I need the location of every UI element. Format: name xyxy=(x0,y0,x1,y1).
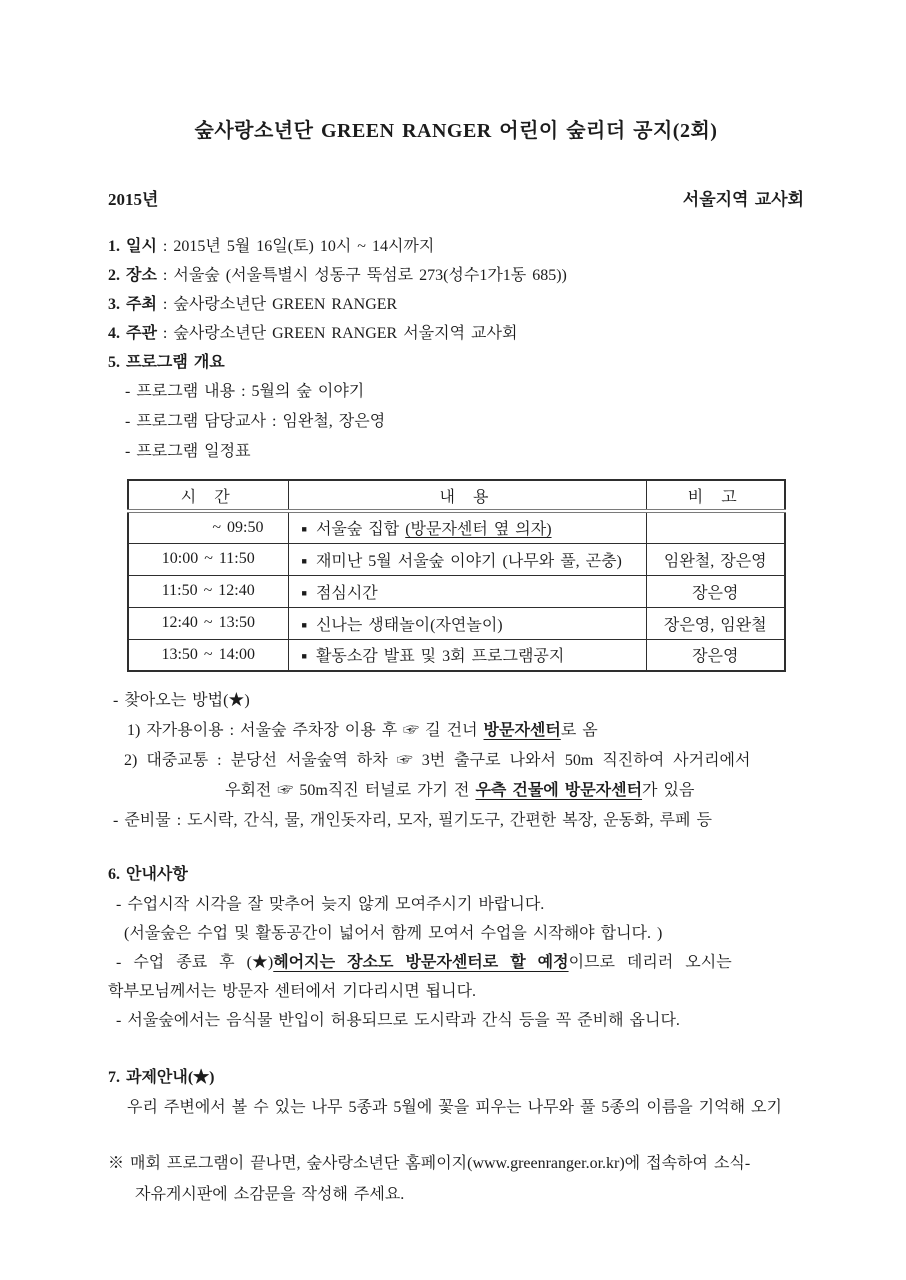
table-header-row xyxy=(128,480,785,511)
table-row xyxy=(128,511,785,543)
cell-note: 장은영 xyxy=(646,639,785,671)
footer-line-2: 자유게시판에 소감문을 작성해 주세요. xyxy=(135,1186,405,1203)
list-item-place xyxy=(108,261,804,290)
table-header-time: 시 간 xyxy=(128,480,288,511)
cell-content xyxy=(288,575,646,607)
list-item-label: 3. 주최 xyxy=(108,296,157,313)
homework-line: 우리 주변에서 볼 수 있는 나무 5종과 5월에 꽃을 피우는 나무와 풀 5종의 이름을 기억해 오기 xyxy=(127,1099,782,1116)
program-content-line: - 프로그램 내용 : 5월의 숲 이야기 xyxy=(125,383,365,400)
way1-suffix: 로 옴 xyxy=(560,722,598,739)
list-item-label: 1. 일시 xyxy=(108,238,157,255)
cell-time: ~ 09:50 xyxy=(128,511,288,543)
directions-way1 xyxy=(127,716,804,746)
cell-content-text: 신나는 생태놀이(자연놀이) xyxy=(315,616,503,634)
cell-content-text: 점심시간 xyxy=(315,584,378,602)
schedule-table-wrapper xyxy=(127,479,804,672)
cell-content xyxy=(288,543,646,575)
cell-note: 임완철, 장은영 xyxy=(646,543,785,575)
notice-heading: 6. 안내사항 xyxy=(108,866,188,883)
homework-section xyxy=(108,1063,804,1122)
list-item-text: : 숲사랑소년단 GREEN RANGER xyxy=(156,296,398,313)
list-item-program xyxy=(108,348,804,377)
notice-section xyxy=(108,860,804,1035)
cell-note xyxy=(646,511,785,543)
supplies-line: - 준비물 : 도시락, 간식, 물, 개인돗자리, 모자, 필기도구, 간편한 복장, 운동화, 루페 등 xyxy=(113,812,712,829)
pickup-prefix: - 수업 종료 후 (★) xyxy=(116,954,274,971)
notice-line-punctuality: - 수업시작 시각을 잘 맞추어 늦지 않게 모여주시기 바랍니다. xyxy=(116,896,545,913)
cell-time: 13:50 ~ 14:00 xyxy=(128,639,288,671)
meta-row xyxy=(108,188,804,212)
cell-note: 장은영 xyxy=(646,575,785,607)
cell-content xyxy=(288,511,646,543)
list-item-text: : 숲사랑소년단 GREEN RANGER 서울지역 교사회 xyxy=(156,325,518,342)
cell-time: 11:50 ~ 12:40 xyxy=(128,575,288,607)
table-row xyxy=(128,543,785,575)
list-item-text: : 서울숲 (서울특별시 성동구 뚝섬로 273(성수1가1동 685)) xyxy=(156,267,567,284)
homework-heading: 7. 과제안내(★) xyxy=(108,1069,215,1086)
table-row xyxy=(128,575,785,607)
way1-emphasis: 방문자센터 xyxy=(483,722,561,739)
directions-way2-line2 xyxy=(225,776,804,806)
list-item-organizer xyxy=(108,319,804,348)
schedule-table xyxy=(127,479,786,672)
way2-text: 우회전 ☞ 50m직진 터널로 가기 전 xyxy=(225,782,476,799)
cell-content-underlined: (방문자센터 옆 의자) xyxy=(405,521,552,539)
cell-content xyxy=(288,607,646,639)
footer-line-1: ※ 매회 프로그램이 끝나면, 숲사랑소년단 홈페이지(www.greenranger.or.kr)에 접속하여 소식- xyxy=(108,1155,751,1172)
program-schedule-line: - 프로그램 일정표 xyxy=(125,443,251,460)
notice-line-food: - 서울숲에서는 음식물 반입이 허용되므로 도시락과 간식 등을 꼭 준비해 옵니다. xyxy=(116,1012,680,1029)
list-item-host xyxy=(108,290,804,319)
table-header-note: 비 고 xyxy=(646,480,785,511)
cell-note: 장은영, 임완철 xyxy=(646,607,785,639)
meta-year: 2015년 xyxy=(108,190,159,209)
notice-line-gather: (서울숲은 수업 및 활동공간이 넓어서 함께 모여서 수업을 시작해야 합니다. ) xyxy=(124,925,663,942)
cell-content-text: 재미난 5월 서울숲 이야기 (나무와 풀, 곤충) xyxy=(315,552,622,570)
list-item-text: : 2015년 5월 16일(토) 10시 ~ 14시까지 xyxy=(156,238,435,255)
square-bullet-icon: ■ xyxy=(301,555,307,566)
cell-content-text: 서울숲 집합 xyxy=(315,521,406,539)
square-bullet-icon: ■ xyxy=(301,587,307,598)
way1-text: 1) 자가용이용 : 서울숲 주차장 이용 후 ☞ 길 건너 xyxy=(127,722,484,739)
notice-line-pickup-1 xyxy=(116,948,804,977)
program-sub-list xyxy=(125,377,804,467)
list-item-label: 5. 프로그램 개요 xyxy=(108,354,225,371)
meta-org: 서울지역 교사회 xyxy=(682,190,804,209)
square-bullet-icon: ■ xyxy=(301,619,307,630)
cell-content xyxy=(288,639,646,671)
square-bullet-icon: ■ xyxy=(301,524,307,535)
notice-line-pickup-2: 학부모님께서는 방문자 센터에서 기다리시면 됩니다. xyxy=(108,983,477,1000)
footer-note xyxy=(108,1148,804,1210)
way2-suffix: 가 있음 xyxy=(642,782,695,799)
table-header-content: 내 용 xyxy=(288,480,646,511)
cell-time: 10:00 ~ 11:50 xyxy=(128,543,288,575)
list-item-label: 2. 장소 xyxy=(108,267,157,284)
way2-emphasis: 우측 건물에 방문자센터 xyxy=(475,782,643,799)
square-bullet-icon: ■ xyxy=(301,651,307,662)
table-row xyxy=(128,607,785,639)
cell-time: 12:40 ~ 13:50 xyxy=(128,607,288,639)
directions-section xyxy=(108,686,804,836)
directions-way2-line1: 2) 대중교통 : 분당선 서울숲역 하차 ☞ 3번 출구로 나와서 50m 직진하여 사거리에서 xyxy=(124,752,751,769)
pickup-mid: 이므로 데리러 오시는 xyxy=(568,954,732,971)
list-item-label: 4. 주관 xyxy=(108,325,157,342)
main-list xyxy=(108,232,804,467)
table-row xyxy=(128,639,785,671)
directions-heading: - 찾아오는 방법(★) xyxy=(113,692,250,709)
list-item-datetime xyxy=(108,232,804,261)
cell-content-text: 활동소감 발표 및 3회 프로그램공지 xyxy=(315,648,565,666)
page-title: 숲사랑소년단 GREEN RANGER 어린이 숲리더 공지(2회) xyxy=(194,120,718,142)
pickup-emphasis: 헤어지는 장소도 방문자센터로 할 예정 xyxy=(273,954,569,971)
program-teachers-line: - 프로그램 담당교사 : 임완철, 장은영 xyxy=(125,413,386,430)
